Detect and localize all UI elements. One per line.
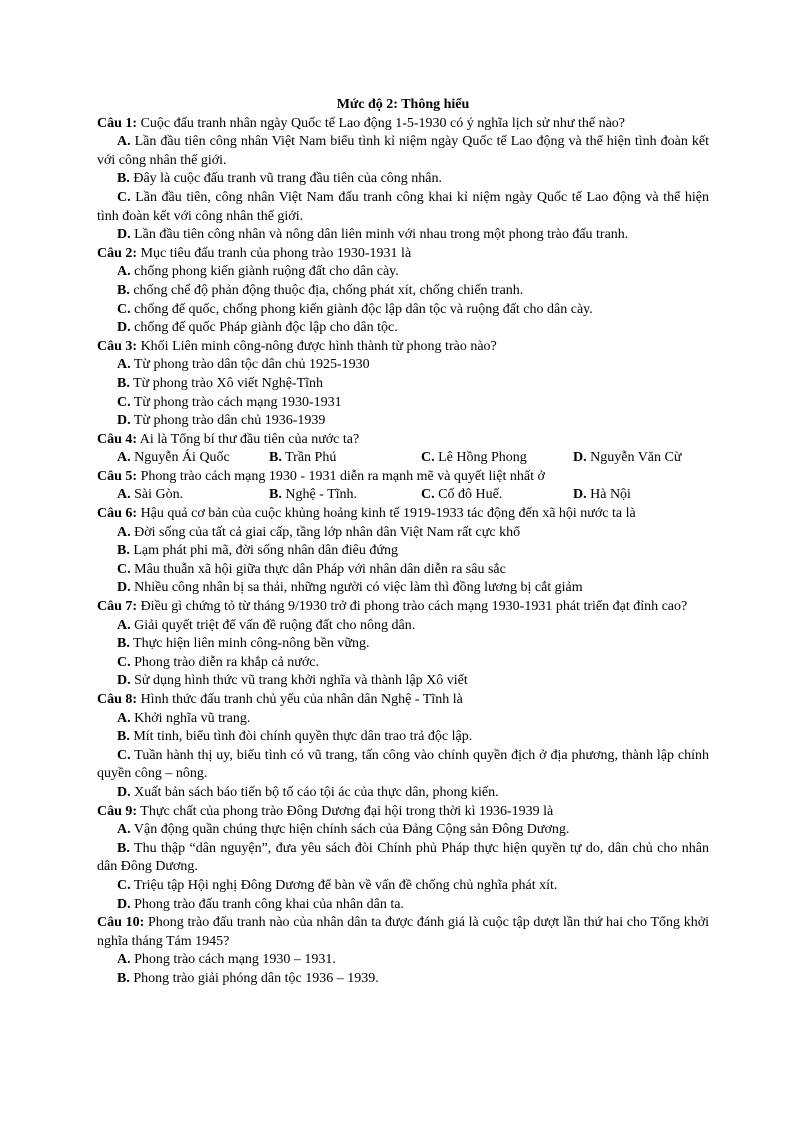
question-number: Câu 6: (97, 506, 138, 522)
option-key: D. (117, 673, 131, 689)
option-text: Nguyễn Văn Cừ (586, 450, 682, 466)
question-1 (97, 115, 709, 134)
answer-option (117, 449, 269, 468)
answer-option (97, 784, 709, 803)
option-text: Từ phong trào Xô viết Nghệ-Tĩnh (129, 375, 324, 391)
option-key: C. (117, 877, 131, 893)
answer-option (97, 412, 709, 431)
option-text: Giải quyết triệt để vấn đề ruộng đất cho nông dân. (130, 617, 416, 633)
option-text: Phong trào giải phóng dân tộc 1936 – 1939. (129, 970, 379, 986)
question-text: Điều gì chứng tỏ từ tháng 9/1930 trở đi phong trào cách mạng 1930-1931 phát triển đạt đỉnh cao? (137, 599, 688, 615)
question-text: Phong trào đấu tranh nào của nhân dân ta được đánh giá là cuộc tập dượt lần thứ hai cho Tổng khởi nghĩa tháng Tám 1945? (97, 915, 713, 949)
option-key: B. (117, 543, 130, 559)
option-key: C. (117, 301, 131, 317)
question-text: Cuộc đấu tranh nhân ngày Quốc tế Lao động 1-5-1930 có ý nghĩa lịch sử như thế nào? (137, 115, 626, 131)
answer-option-row (97, 449, 709, 468)
question-9 (97, 803, 709, 822)
option-key: A. (117, 822, 131, 838)
question-text: Khối Liên minh công-nông được hình thành từ phong trào nào? (137, 338, 497, 354)
option-text: Tuần hành thị uy, biểu tình có vũ trang, tấn công vào chính quyền địch ở địa phương, thành lập chính quyền công – nông. (97, 747, 713, 782)
page-title: Mức độ 2: Thông hiểu (336, 97, 470, 112)
option-text: chống đế quốc, chống phong kiến giành độc lập dân tộc và ruộng đất cho dân cày. (130, 301, 593, 317)
option-text: Phong trào diễn ra khắp cả nước. (130, 654, 320, 670)
answer-option (97, 301, 709, 320)
option-text: Lần đầu tiên công nhân và nông dân liên minh với nhau trong một phong trào đấu tranh. (130, 227, 629, 243)
question-number: Câu 5: (97, 468, 138, 484)
option-text: Từ phong trào dân chủ 1936-1939 (130, 413, 326, 429)
answer-option (97, 319, 709, 338)
option-key: B. (117, 171, 130, 187)
option-text: Lần đầu tiên công nhân Việt Nam biểu tình kỉ niệm ngày Quốc tế Lao động và thể hiện tình đoàn kết với công nhân thế giới. (97, 134, 713, 168)
option-text: Thu thập “dân nguyện”, đưa yêu sách đòi Chính phủ Pháp thực hiện quyền tự do, dân chủ cho nhân dân Đông Dương. (97, 840, 713, 875)
option-text: Từ phong trào cách mạng 1930-1931 (130, 394, 342, 410)
option-key: A. (117, 134, 131, 150)
question-10 (97, 914, 713, 951)
answer-option (97, 394, 709, 413)
question-number: Câu 1: (97, 115, 138, 131)
option-key: B. (117, 840, 130, 856)
option-key: D. (573, 487, 587, 503)
answer-option (97, 189, 713, 226)
question-7 (97, 598, 709, 617)
question-text: Ai là Tổng bí thư đầu tiên của nước ta? (137, 431, 360, 447)
option-key: C. (117, 747, 131, 763)
option-text: Phong trào cách mạng 1930 – 1931. (130, 952, 336, 968)
question-text: Phong trào cách mạng 1930 - 1931 diễn ra mạnh mẽ và quyết liệt nhất ở (137, 468, 545, 484)
answer-option (97, 635, 709, 654)
answer-option (97, 263, 709, 282)
question-text: Thực chất của phong trào Đông Dương đại hội trong thời kì 1936-1939 là (137, 803, 554, 819)
option-key: A. (117, 524, 131, 540)
option-text: Nghệ - Tĩnh. (281, 487, 358, 503)
question-number: Câu 7: (97, 599, 138, 615)
answer-option (97, 579, 709, 598)
question-number: Câu 9: (97, 803, 138, 819)
answer-option (97, 282, 709, 301)
question-text: Mục tiêu đấu tranh của phong trào 1930-1931 là (137, 245, 412, 261)
option-text: Triệu tập Hội nghị Đông Dương để bàn về vấn đề chống chủ nghĩa phát xít. (130, 877, 558, 893)
option-key: A. (117, 617, 131, 633)
answer-option (97, 951, 709, 970)
document-page (97, 96, 713, 989)
option-text: Đời sống của tất cả giai cấp, tầng lớp nhân dân Việt Nam rất cực khổ (130, 524, 521, 540)
answer-option (97, 654, 709, 673)
question-number: Câu 4: (97, 431, 138, 447)
option-key: B. (117, 282, 130, 298)
answer-option (97, 561, 709, 580)
option-key: A. (117, 487, 131, 503)
option-text: Nhiều công nhân bị sa thải, những người có việc làm thì đồng lương bị cắt giảm (130, 580, 583, 596)
answer-option (97, 133, 713, 170)
option-key: B. (117, 375, 130, 391)
answer-option (97, 226, 709, 245)
answer-option (97, 356, 709, 375)
answer-option (97, 970, 709, 989)
answer-option (97, 821, 709, 840)
answer-option (573, 449, 681, 468)
option-key: D. (117, 227, 131, 243)
option-key: A. (117, 952, 131, 968)
answer-option (97, 896, 709, 915)
question-5 (97, 468, 709, 487)
option-key: B. (117, 970, 130, 986)
option-key: D. (117, 320, 131, 336)
option-key: A. (117, 450, 131, 466)
option-key: A. (117, 710, 131, 726)
option-key: C. (421, 450, 435, 466)
option-key: D. (573, 450, 587, 466)
answer-option-row (97, 486, 709, 505)
option-key: D. (117, 896, 131, 912)
option-text: Xuất bản sách báo tiến bộ tố cáo tội ác của thực dân, phong kiến. (130, 784, 499, 800)
option-key: C. (117, 561, 131, 577)
option-text: Cố đô Huế. (434, 487, 503, 503)
option-key: C. (117, 654, 131, 670)
question-text: Hình thức đấu tranh chủ yếu của nhân dân Nghệ - Tĩnh là (137, 692, 463, 707)
question-3 (97, 338, 709, 357)
answer-option (269, 449, 421, 468)
option-text: Phong trào đấu tranh công khai của nhân dân ta. (130, 896, 404, 912)
option-key: C. (117, 394, 131, 410)
question-number: Câu 2: (97, 245, 138, 261)
answer-option (97, 375, 709, 394)
option-text: Mít tinh, biểu tình đòi chính quyền thực dân trao trả độc lập. (129, 729, 473, 745)
answer-option (421, 486, 573, 505)
answer-option (97, 840, 713, 877)
answer-option (97, 710, 709, 729)
option-key: B. (269, 487, 282, 503)
option-text: Lạm phát phi mã, đời sống nhân dân điêu đứng (129, 543, 398, 559)
question-2 (97, 245, 709, 264)
answer-option (421, 449, 573, 468)
option-text: chống đế quốc Pháp giành độc lập cho dân tộc. (130, 320, 398, 336)
answer-option (97, 170, 709, 189)
option-text: Nguyễn Ái Quốc (130, 450, 230, 466)
answer-option (117, 486, 269, 505)
option-text: chống phong kiến giành ruộng đất cho dân cày. (130, 264, 399, 280)
option-key: A. (117, 357, 131, 373)
option-text: Khởi nghĩa vũ trang. (130, 710, 251, 726)
option-text: chống chế độ phản động thuộc địa, chống phát xít, chống chiến tranh. (129, 282, 524, 298)
option-key: D. (117, 413, 131, 429)
option-text: Lần đầu tiên, công nhân Việt Nam đấu tranh công khai kỉ niệm ngày Quốc tế Lao động và thể hiện tình đoàn kết với công nhân thế giới. (97, 189, 713, 224)
answer-option (573, 486, 631, 505)
question-text: Hậu quả cơ bản của cuộc khủng hoảng kinh tế 1919-1933 tác động đến xã hội nước ta là (137, 506, 636, 522)
question-number: Câu 3: (97, 338, 138, 354)
question-number: Câu 10: (97, 915, 145, 931)
option-key: B. (117, 636, 130, 652)
option-key: D. (117, 580, 131, 596)
question-6 (97, 505, 709, 524)
answer-option (97, 728, 709, 747)
option-text: Sử dụng hình thức vũ trang khởi nghĩa và thành lập Xô viết (130, 673, 468, 689)
option-text: Hà Nội (586, 487, 631, 503)
answer-option (97, 617, 709, 636)
question-4 (97, 431, 709, 450)
option-text: Mâu thuẫn xã hội giữa thực dân Pháp với nhân dân diễn ra sâu sắc (130, 561, 506, 577)
option-text: Lê Hồng Phong (434, 450, 527, 466)
option-text: Từ phong trào dân tộc dân chủ 1925-1930 (130, 357, 370, 373)
option-key: A. (117, 264, 131, 280)
option-key: C. (421, 487, 435, 503)
option-key: C. (117, 189, 131, 205)
option-text: Thực hiện liên minh công-nông bền vững. (129, 636, 370, 652)
answer-option (97, 747, 713, 784)
answer-option (97, 877, 709, 896)
option-key: B. (269, 450, 282, 466)
answer-option (97, 542, 709, 561)
option-text: Đây là cuộc đấu tranh vũ trang đầu tiên của công nhân. (129, 171, 443, 187)
option-text: Trần Phú (281, 450, 337, 466)
question-8 (97, 691, 709, 710)
answer-option (269, 486, 421, 505)
option-text: Sài Gòn. (130, 487, 184, 503)
option-key: B. (117, 729, 130, 745)
option-text: Vận động quần chúng thực hiện chính sách của Đảng Cộng sản Đông Dương. (130, 822, 570, 838)
answer-option (97, 524, 709, 543)
question-number: Câu 8: (97, 692, 138, 707)
question-list (97, 115, 713, 989)
answer-option (97, 672, 709, 691)
option-key: D. (117, 784, 131, 800)
